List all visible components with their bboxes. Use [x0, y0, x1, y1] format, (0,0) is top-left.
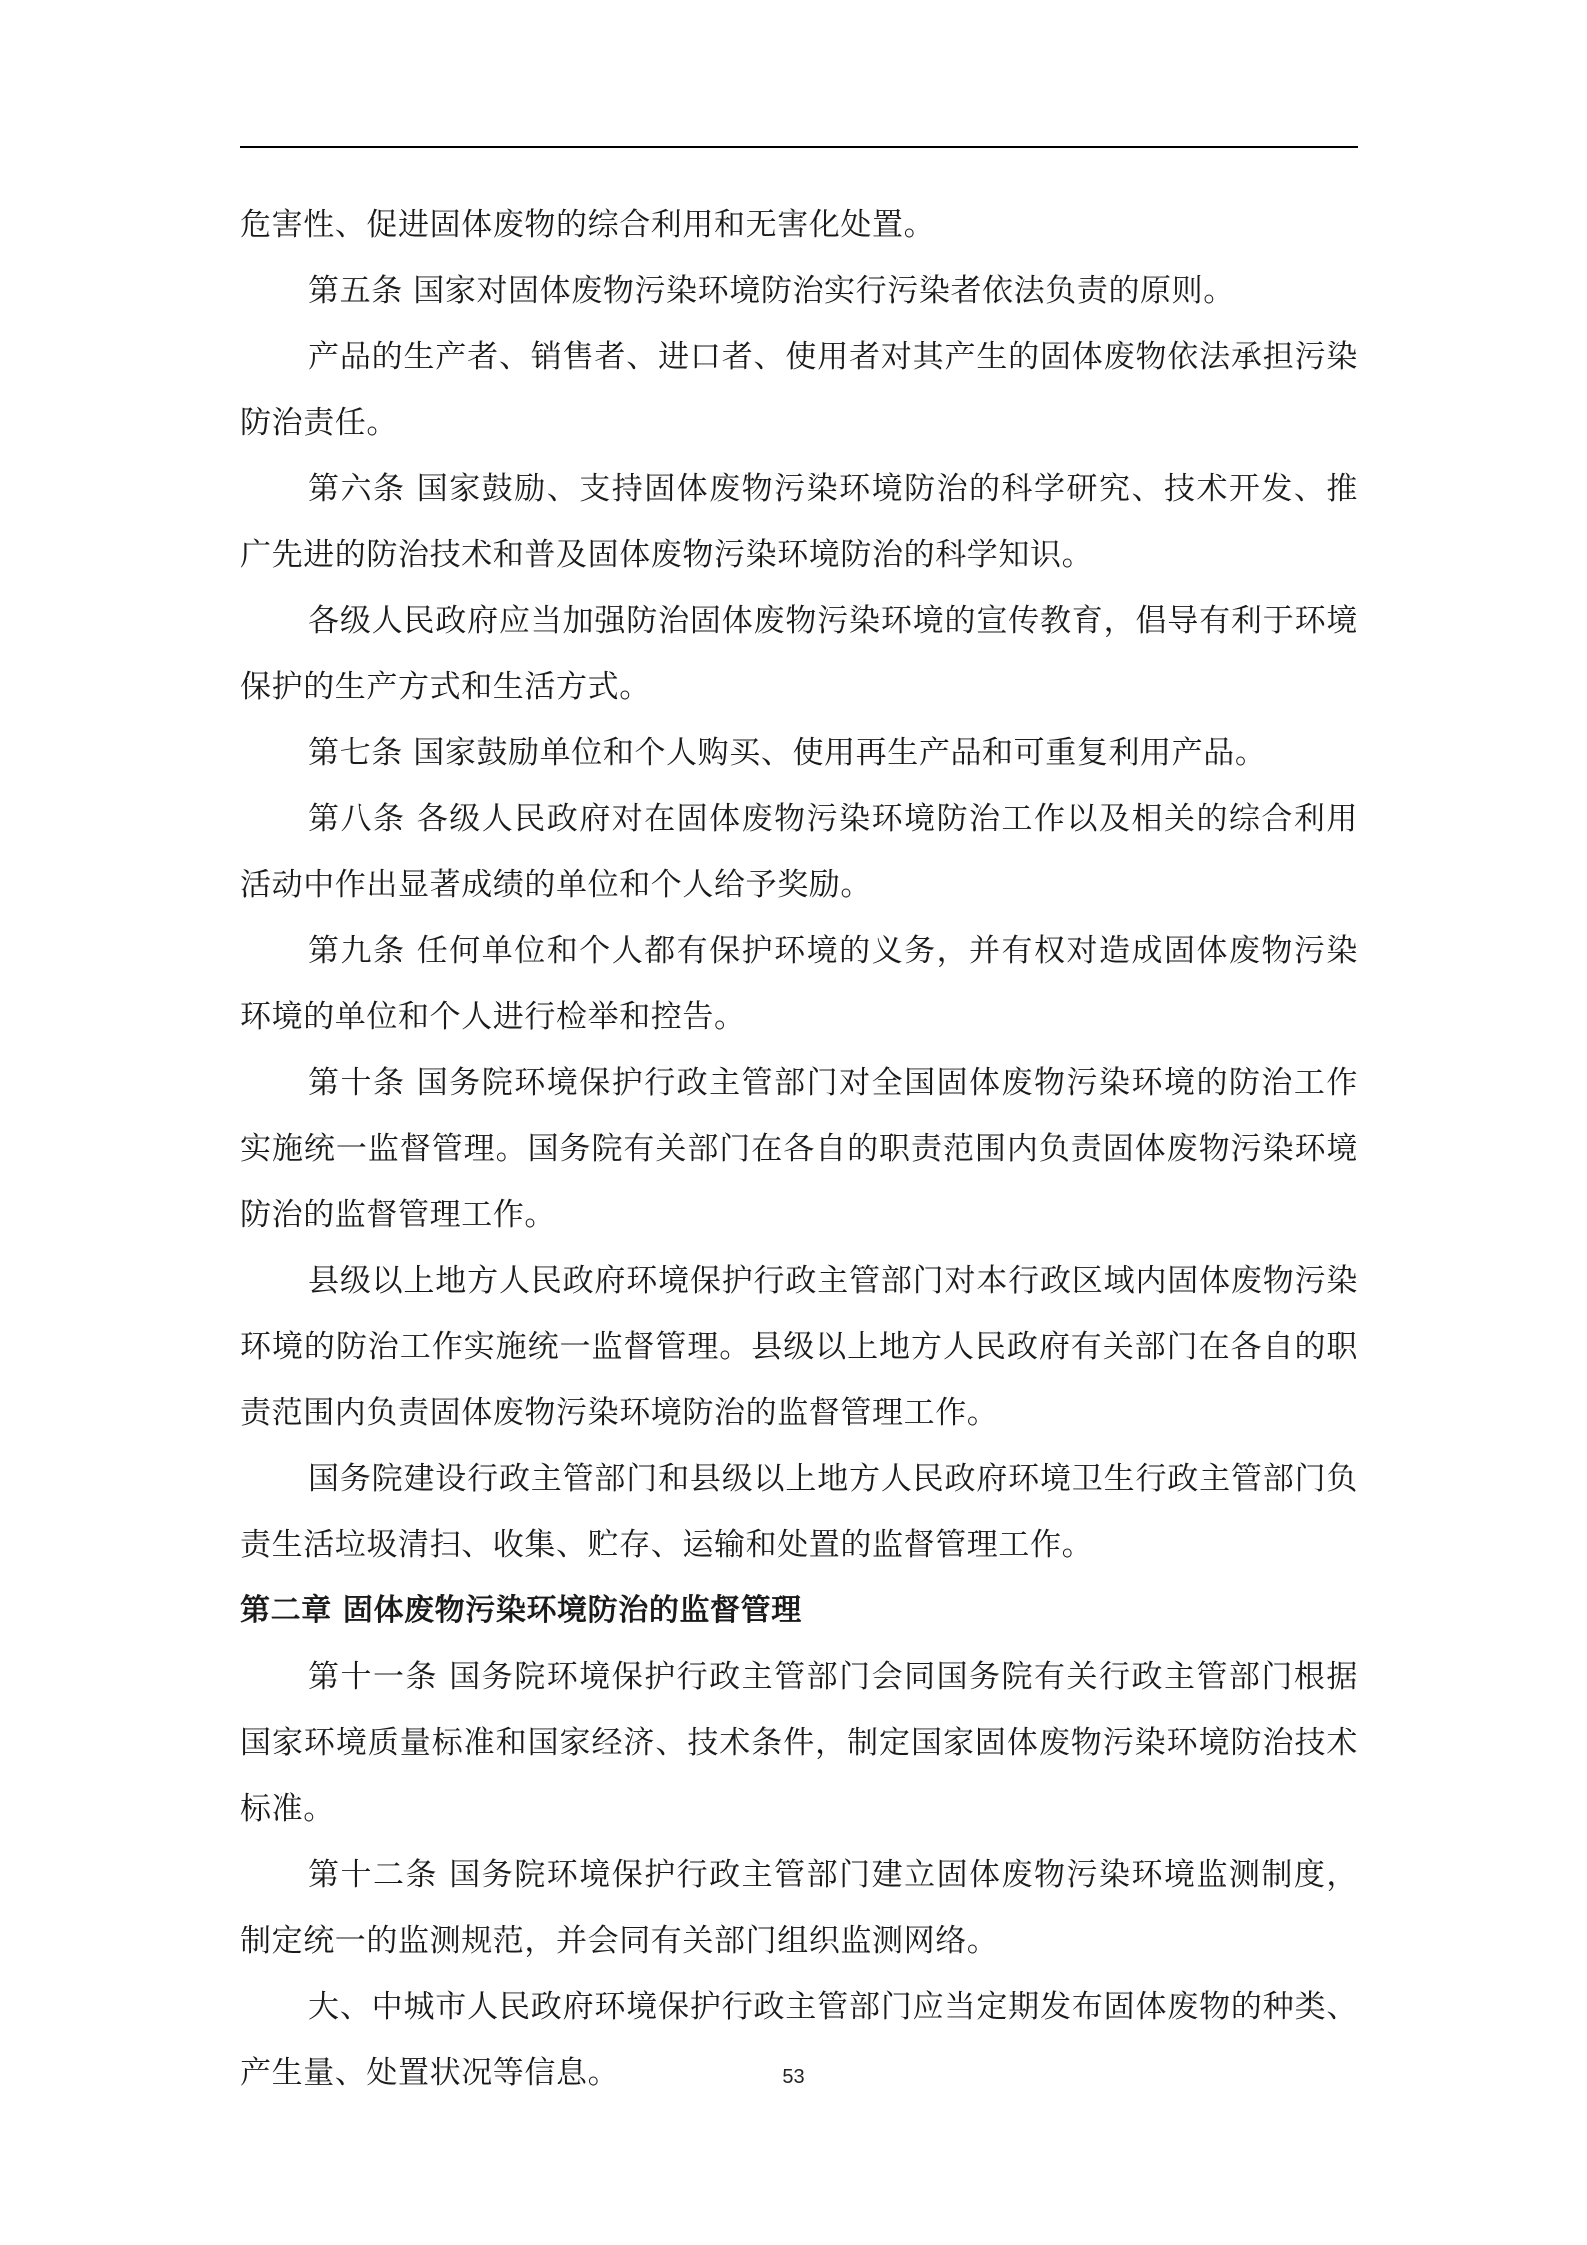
paragraph-continuation: 危害性、促进固体废物的综合利用和无害化处置。 — [240, 207, 936, 243]
article-12-clause-2: 大、中城市人民政府环境保护行政主管部门应当定期发布固体废物的种类、产生量、处置状况等信息。 — [240, 1989, 1358, 2091]
article-9: 第九条 任何单位和个人都有保护环境的义务，并有权对造成固体废物污染环境的单位和个人进行检举和控告。 — [240, 933, 1358, 1035]
article-8: 第八条 各级人民政府对在固体废物污染环境防治工作以及相关的综合利用活动中作出显著成绩的单位和个人给予奖励。 — [240, 801, 1358, 903]
document-body — [240, 192, 1358, 2106]
article-10: 第十条 国务院环境保护行政主管部门对全国固体废物污染环境的防治工作实施统一监督管理。国务院有关部门在各自的职责范围内负责固体废物污染环境防治的监督管理工作。 — [240, 1065, 1358, 1233]
chapter-heading: 第二章 固体废物污染环境防治的监督管理 — [240, 1593, 802, 1628]
article-10-clause-3: 国务院建设行政主管部门和县级以上地方人民政府环境卫生行政主管部门负责生活垃圾清扫、收集、贮存、运输和处置的监督管理工作。 — [240, 1461, 1358, 1563]
article-12: 第十二条 国务院环境保护行政主管部门建立固体废物污染环境监测制度，制定统一的监测规范，并会同有关部门组织监测网络。 — [240, 1857, 1358, 1959]
header-rule — [240, 146, 1358, 148]
page-number: 53 — [782, 2066, 805, 2088]
article-6-clause-2: 各级人民政府应当加强防治固体废物污染环境的宣传教育，倡导有利于环境保护的生产方式和生活方式。 — [240, 603, 1358, 705]
article-7: 第七条 国家鼓励单位和个人购买、使用再生产品和可重复利用产品。 — [308, 735, 1267, 771]
article-10-clause-2: 县级以上地方人民政府环境保护行政主管部门对本行政区域内固体废物污染环境的防治工作实施统一监督管理。县级以上地方人民政府有关部门在各自的职责范围内负责固体废物污染环境防治的监督管理工作。 — [240, 1263, 1358, 1431]
article-6: 第六条 国家鼓励、支持固体废物污染环境防治的科学研究、技术开发、推广先进的防治技术和普及固体废物污染环境防治的科学知识。 — [240, 471, 1358, 573]
article-5-clause-2: 产品的生产者、销售者、进口者、使用者对其产生的固体废物依法承担污染防治责任。 — [240, 339, 1358, 441]
article-11: 第十一条 国务院环境保护行政主管部门会同国务院有关行政主管部门根据国家环境质量标准和国家经济、技术条件，制定国家固体废物污染环境防治技术标准。 — [240, 1659, 1358, 1827]
article-5: 第五条 国家对固体废物污染环境防治实行污染者依法负责的原则。 — [308, 273, 1235, 309]
